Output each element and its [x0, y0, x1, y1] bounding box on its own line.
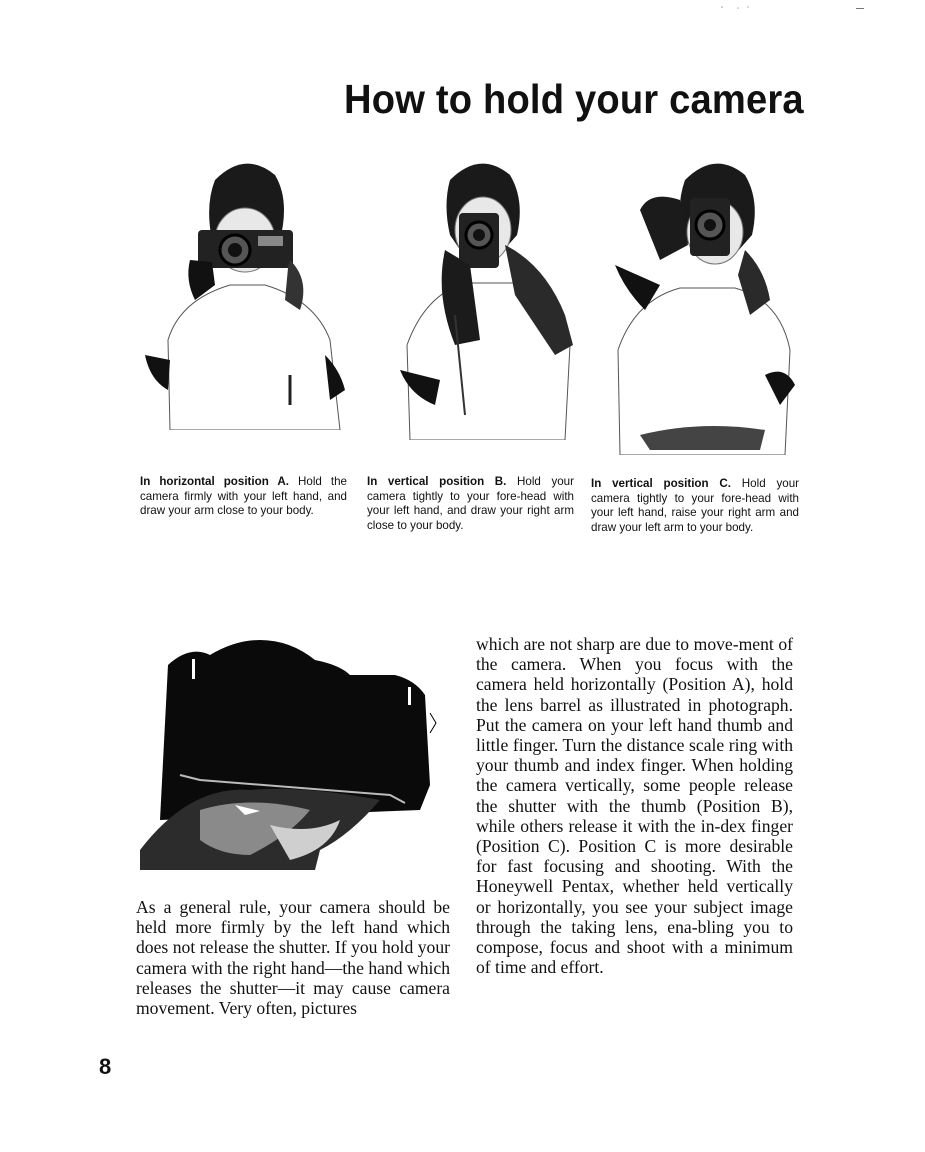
scan-specks — [720, 4, 870, 14]
body-text-right-column: which are not sharp are due to move-ment of the camera. When you focus with the camera held horizontally (Position A), hold the lens barrel as illustrated in photograph. Put the camera on your left hand thumb and little finger. Turn the distance scale ring with your thumb and index finger. When holding the camera vertically, some people release the shutter with the thumb (Position B), while others release it with the in-dex finger (Position C). Position C is more desirable for fast focusing and shooting. With the Honeywell Pentax, whether held vertically or horizontally, you see your subject image through the taking lens, ena-bling you to compose, focus and shoot with a minimum of time and effort. — [476, 634, 793, 978]
caption-position-a — [140, 475, 347, 519]
caption-text: Hold the camera firmly with your left hand, and draw your arm close to your body. — [140, 475, 347, 518]
caption-lead: In vertical position C. — [591, 477, 731, 490]
caption-text: Hold your camera tightly to your fore-head with your left hand, raise your right arm and draw your left arm to your body. — [591, 477, 800, 534]
caption-lead: In horizontal position A. — [140, 475, 289, 488]
caption-lead: In vertical position B. — [367, 475, 507, 488]
photo-camera-in-hand — [140, 635, 440, 870]
photo-position-c — [600, 150, 800, 455]
photo-position-a — [140, 150, 355, 430]
caption-text: Hold your camera tightly to your fore-head with your left hand, and draw your right arm close to your body. — [367, 475, 574, 532]
caption-position-b — [367, 475, 574, 533]
photo-position-b — [395, 155, 580, 440]
body-text-left-column: As a general rule, your camera should be held more firmly by the left hand which does not release the shutter. If you hold your camera with the right hand—the hand which releases the shutter—it may cause camera movement. Very often, pictures — [136, 897, 450, 1019]
page-number: 8 — [99, 1054, 112, 1079]
page-title: How to hold your camera — [344, 76, 804, 122]
caption-position-c — [591, 477, 799, 535]
